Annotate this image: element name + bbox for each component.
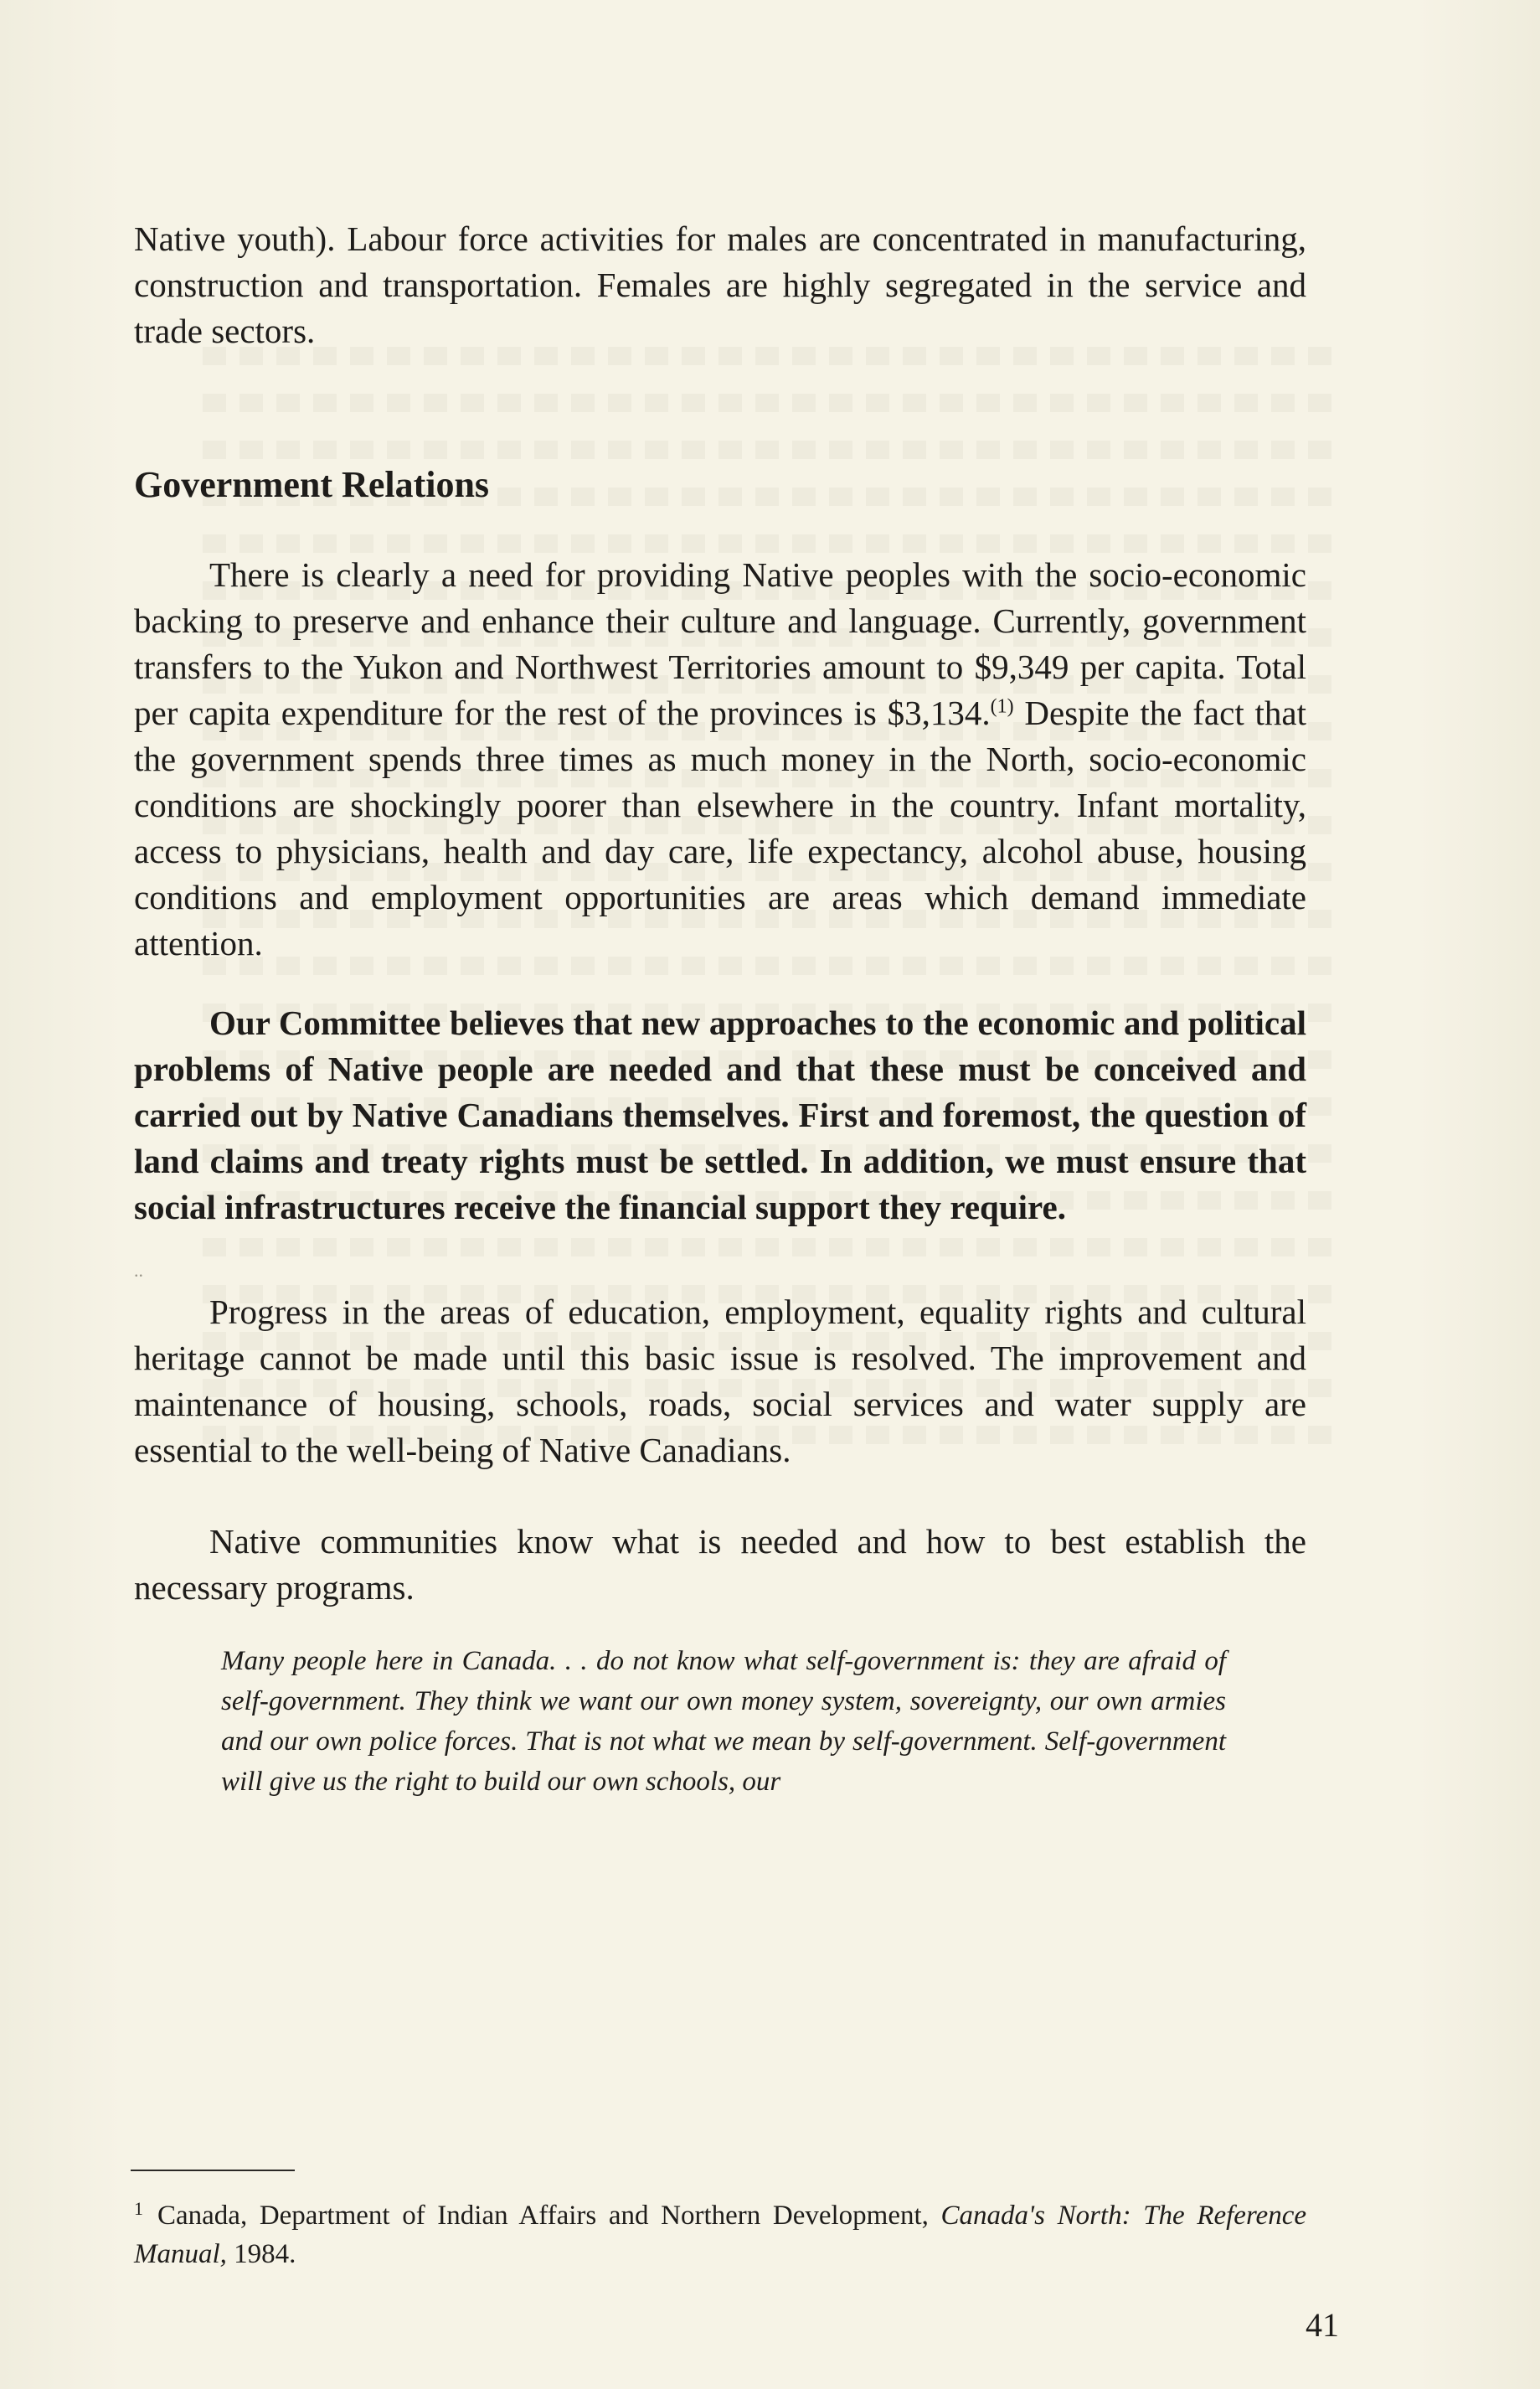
paragraph-progress: Progress in the areas of education, employment, equality rights and cultural heritage cannot be made until this basic issue is resolved. The improvement and maintenance of housing, schools, roads, social services and water supply are essential to the well-being of Native Canadians.: [134, 1293, 1306, 1469]
separator-mark: ..: [134, 1260, 143, 1281]
paragraph-text-continued: Despite the fact that the government spends three times as much money in the North, socio-economic conditions are shockingly poorer than elsewhere in the country. Infant mortality, access to physicians, health and day care, life expectancy, alcohol abuse, housing conditions and employment opportunities are areas which demand immediate attention.: [134, 694, 1306, 962]
section-heading: Government Relations: [134, 464, 490, 505]
footnote-text: Canada, Department of Indian Affairs and Northern Development,: [157, 2201, 929, 2231]
footnote-year: 1984.: [234, 2239, 296, 2269]
footnote-reference: (1): [990, 695, 1014, 718]
paragraph-committee-belief: Our Committee believes that new approaches to the economic and political problems of Native people are needed and that these must be conceived and carried out by Native Canadians themselves. First and foremost, the question of land claims and treaty rights must be settled. In addition, we must ensure that social infrastructures receive the financial support they require.: [134, 1004, 1306, 1226]
paragraph-native-communities: Native communities know what is needed and how to best establish the necessary programs.: [134, 1522, 1306, 1607]
footnote-marker: 1: [134, 2198, 143, 2219]
paragraph-government-transfers: [134, 552, 1306, 967]
paragraph-text: There is clearly a need for providing Native peoples with the socio-economic backing to preserve and enhance their culture and language. Currently, government transfers to the Yukon and Northwest Territories amount to $9,349 per capita. Total per capita expenditure for the rest of the provinces is $3,134.: [134, 555, 1306, 732]
footnote-divider: [131, 2170, 295, 2171]
continued-paragraph: Native youth). Labour force activities for males are concentrated in manufacturing, construction and transportation. Females are highly segregated in the service and trade sectors.: [134, 219, 1306, 350]
footnote-source-title: Canada's North: The Reference Manual,: [134, 2201, 1306, 2269]
footnote: [134, 2196, 1306, 2273]
block-quote: Many people here in Canada. . . do not know what self-government is: they are afraid of self-government. They think we want our own money system, sovereignty, our own armies and our own police forces. That is not what we mean by self-government. Self-government will give us the right to build our own schools, our: [221, 1646, 1226, 1797]
page-number: 41: [1306, 2306, 1339, 2344]
main-text: [134, 216, 1306, 1802]
